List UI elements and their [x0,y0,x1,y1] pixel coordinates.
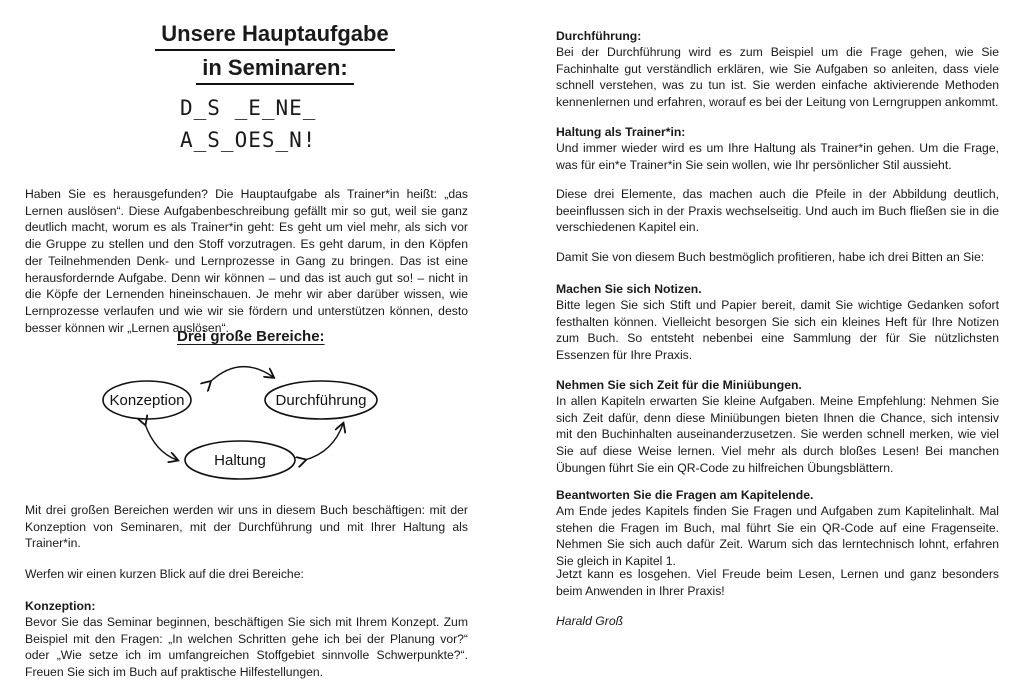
bitten-paragraph: Damit Sie von diesem Buch bestmöglich profitieren, habe ich drei Bitten an Sie: [556,250,985,264]
notizen-heading: Machen Sie sich Notizen. [556,282,702,296]
puzzle-line-1: D_S _E_NE_ [180,96,317,120]
konzeption-label: Konzeption [109,392,185,409]
fragen-heading: Beantworten Sie die Fragen am Kapitelende. [556,488,814,502]
notizen-paragraph: Bitte legen Sie sich Stift und Papier bereit, damit Sie wichtige Gedanken sofort festhalten können. Vielleicht besorgen Sie sich ein kleines Heft für Ihre Notizen zum Buch. So entsteht nebenbei eine Sammlung der für Sie nützlichsten Essenzen für Ihre Praxis. [556,298,999,363]
miniuebungen-heading: Nehmen Sie sich Zeit für die Miniübungen. [556,378,802,392]
title-line-2: in Seminaren: [196,54,353,85]
arrow-top [210,367,273,382]
fragen-paragraph: Am Ende jedes Kapitels finden Sie Fragen und Aufgaben zum Kapitelinhalt. Mal stehen die Fragen im Buch, mal führt Sie ein QR-Code auf eine Fragenseite. Nehmen Sie sich auch dafür Zeit. Warum sich das lerntechnisch lohnt, erfahren Sie gleich in Kapitel 1. [556,504,999,569]
puzzle-line-2: A_S_OES_N! [180,128,317,152]
haltung-heading: Haltung als Trainer*in: [556,125,686,139]
haltung-paragraph: Und immer wieder wird es um Ihre Haltung als Trainer*in gehen. Um die Frage, was für ein*e Trainer*in Sie sein wollen, wie Ihr persönlicher Stil aussieht. [556,141,999,172]
arrow-right [305,424,343,460]
three-areas-diagram [95,352,395,482]
miniuebungen-paragraph: In allen Kapiteln erwarten Sie kleine Aufgaben. Meine Empfehlung: Nehmen Sie sich Zeit dafür, denn diese Miniübungen bieten Ihnen die Chance, sich intensiv mit den Buchinhalten auseinanderzusetzen. Sie werden schnell merken, wie viel Sie auf diese Weise lernen. Viel mehr als durch bloßes Lesen! Bei manchen Übungen führt Sie ein QR-Code zu hilfreichen Übungsblättern. [556,394,999,475]
areas-heading: Drei große Bereiche: [177,328,325,345]
elements-paragraph: Diese drei Elemente, das machen auch die Pfeile in der Abbildung deutlich, beeinflussen sich in der Praxis wechselseitig. Und auch im Buch fließen sie in die verschiedenen Kapitel ein. [556,187,999,235]
konzeption-paragraph: Bevor Sie das Seminar beginnen, beschäftigen Sie sich mit Ihrem Konzept. Zum Beispiel mit den Fragen: „In welchen Schritten gehe ich bei der Planung vor?“ oder „Wie setze ich im umfangreichen Stoffgebiet sinnvolle Schwerpunkte?“. Freuen Sie sich im Buch auf praktische Hilfestellungen. [25,615,468,680]
haltung-label: Haltung [214,452,266,469]
overview-paragraph: Werfen wir einen kurzen Blick auf die drei Bereiche: [25,567,304,581]
closing-paragraph: Jetzt kann es losgehen. Viel Freude beim Lesen, Lernen und ganz besonders beim Anwenden in Ihrer Praxis! [556,567,999,598]
konzeption-heading: Konzeption: [25,599,96,613]
durchfuehrung-paragraph: Bei der Durchführung wird es zum Beispiel um die Frage gehen, wie Sie Fachinhalte gut verständlich erklären, wie Sie Aufgaben so anleiten, dass viele schnell verstehen, was zu tun ist. Sie werden einfache aktivierende Methoden kennenlernen und erfahren, worauf es bei der Leitung von Lerngruppen ankommt. [556,45,999,110]
intro-paragraph: Haben Sie es herausgefunden? Die Hauptaufgabe als Trainer*in heißt: „das Lernen auslösen“. Diese Aufgabenbeschreibung gefällt mir so gut, weil sie ganz deutlich macht, worum es als Trainer*in geht: Es geht um viel mehr, als sich vor die Gruppe zu stellen und den Stoff vorzutragen. Es geht darum, in den Köpfen der Teilnehmenden Denk- und Lernprozesse in Gang zu bringen. Das ist eine herausfordernde Aufgabe. Denn wir können – und das ist auch gut so! – nicht in die Köpfe der Lernenden hineinschauen. Je mehr wir aber darüber wissen, wie Lernprozesse verlaufen und wie wir sie fördern und unterstützen können, desto besser können wir „Lernen auslösen“. [25,187,468,335]
areas-paragraph: Mit drei großen Bereichen werden wir uns in diesem Buch beschäftigen: mit der Konzeption von Seminaren, mit der Durchführung und mit Ihrer Haltung als Trainer*in. [25,503,468,551]
arrow-left [145,424,177,460]
durchfuehrung-label: Durchführung [275,392,367,409]
author-signature: Harald Groß [556,614,624,628]
durchfuehrung-heading: Durchführung: [556,29,642,43]
title-line-1: Unsere Hauptaufgabe [155,20,394,51]
